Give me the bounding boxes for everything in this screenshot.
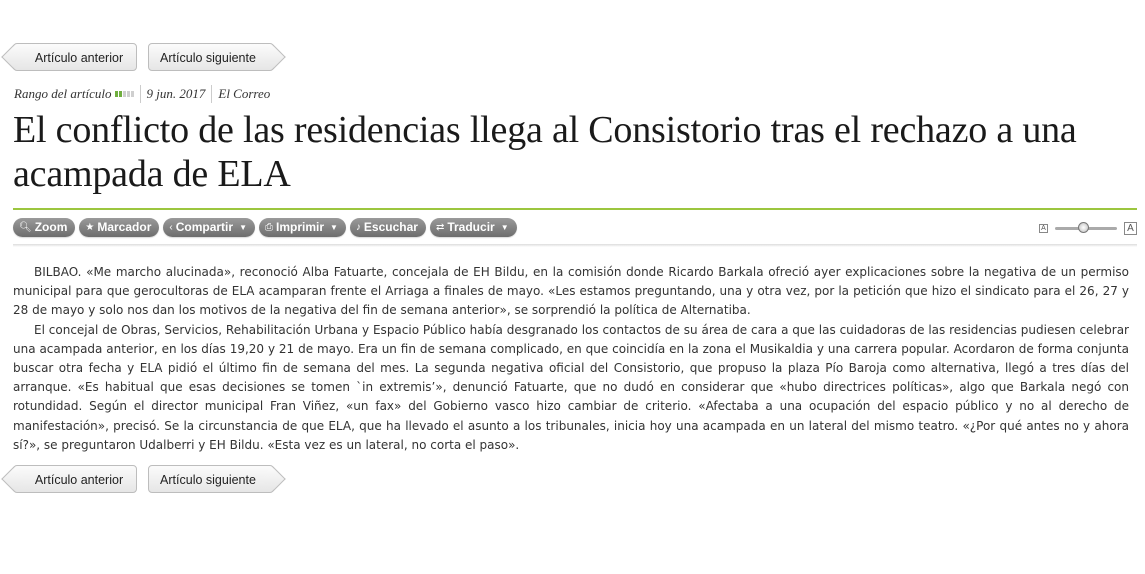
rank-segment (131, 91, 134, 97)
rank-segment (123, 91, 126, 97)
rank-segment (115, 91, 118, 97)
bookmark-button[interactable] (79, 218, 159, 237)
print-button[interactable] (259, 218, 346, 237)
print-label: Imprimir (275, 220, 324, 234)
previous-article-button[interactable] (13, 43, 137, 71)
article-source: El Correo (218, 86, 271, 101)
next-article-button[interactable] (148, 43, 274, 71)
article-meta (14, 85, 270, 103)
listen-label: Escuchar (363, 220, 418, 234)
previous-article-button[interactable] (13, 465, 137, 493)
font-size-slider[interactable] (1039, 221, 1137, 235)
title-divider (13, 208, 1137, 210)
rank-bar-icon (115, 91, 134, 97)
listen-button[interactable] (350, 218, 426, 237)
bookmark-label: Marcador (97, 220, 152, 234)
next-article-label: Artículo siguiente (160, 51, 256, 65)
meta-divider (211, 85, 212, 103)
arrow-right-icon (260, 466, 285, 491)
rank-label: Rango del artículo (14, 86, 112, 101)
translate-icon: ⇄ (435, 222, 445, 233)
article-toolbar (13, 218, 517, 238)
zoom-label: Zoom (34, 220, 68, 234)
article-date: 9 jun. 2017 (146, 86, 206, 101)
article-title: El conflicto de las residencias llega al Consistorio tras el rechazo a una acampada de ELA (13, 109, 1077, 195)
printer-icon: ⎙ (264, 222, 273, 233)
next-article-button[interactable] (148, 465, 274, 493)
share-button[interactable] (163, 218, 255, 237)
next-article-label: Artículo siguiente (160, 473, 256, 487)
arrow-left-icon (1, 44, 26, 69)
font-size-knob[interactable] (1078, 222, 1089, 233)
rank-segment (119, 91, 122, 97)
translate-button[interactable] (430, 218, 517, 237)
previous-article-label: Artículo anterior (34, 51, 124, 65)
rank-segment (127, 91, 130, 97)
dropdown-arrow-icon: ▼ (330, 223, 338, 232)
article-paragraph: El concejal de Obras, Servicios, Rehabilitación Urbana y Espacio Público había desgranado los contactos de su área de cara a que las cuidadoras de las residencias pudiesen celebrar una acampada anterior, en los días 19,20 y 21 de mayo. Era un fin de semana complicado, en que coincidía en la zona el Musikaldia y una carrera popular. Acordaron de forma conjunta buscar otra fecha y ELA pidió el último fin de semana del mes. La segunda negativa oficial del Consistorio, que propuso la plaza Pío Baroja como alternativa, llegó a tres días del arranque. «Es habitual que esas decisiones se tomen `in extremis’», denunció Fatuarte, que no dudó en considerar que «hubo directrices políticas», algo que Barkala negó con rotundidad. Según el director municipal Fran Viñez, «un fax» del Gobierno vasco hizo cambiar de criterio. «Afectaba a una ocupación del espacio público y no al derecho de manifestación», precisó. Se la circunstancia de que ELA, que ha llevado el asunto a los tribunales, inicia hoy una acampada en un lateral del mismo teatro. «¿Por qué antes no y ahora sí?», se preguntaron Udalberri y EH Bildu. «Esta vez es un lateral, no corta el paso». (13, 322, 1129, 452)
arrow-left-icon (1, 466, 26, 491)
magnifier-icon: 🔍︎ (19, 222, 32, 233)
dropdown-arrow-icon: ▼ (500, 223, 509, 232)
translate-label: Traducir (447, 220, 495, 234)
article-body (13, 263, 1129, 455)
star-icon: ★ (85, 222, 95, 233)
arrow-right-icon (260, 44, 285, 69)
dropdown-arrow-icon: ▼ (239, 223, 247, 232)
share-label: Compartir (175, 220, 234, 234)
share-icon: ‹ (169, 222, 173, 233)
meta-divider (140, 85, 141, 103)
previous-article-label: Artículo anterior (34, 473, 124, 487)
article-paragraph: BILBAO. «Me marcho alucinada», reconoció Alba Fatuarte, concejala de EH Bildu, en la comisión donde Ricardo Barkala ofreció ayer explicaciones sobre la negativa de un permiso municipal para que gerocultoras de ELA acamparan frente el Arriaga a finales de mayo. «Les estamos preguntando, una y otra vez, por la petición que hizo el sindicato para el 26, 27 y 28 de mayo y solo nos dan los motivos de la negativa del fin de semana anterior», se sorprendió la política de Alternatiba. (13, 265, 1129, 318)
font-larger-button[interactable]: A (1124, 222, 1137, 235)
font-smaller-button[interactable]: A (1039, 224, 1048, 233)
headphones-icon: ♪ (355, 222, 361, 233)
toolbar-divider (13, 244, 1137, 247)
zoom-button[interactable] (13, 218, 75, 237)
